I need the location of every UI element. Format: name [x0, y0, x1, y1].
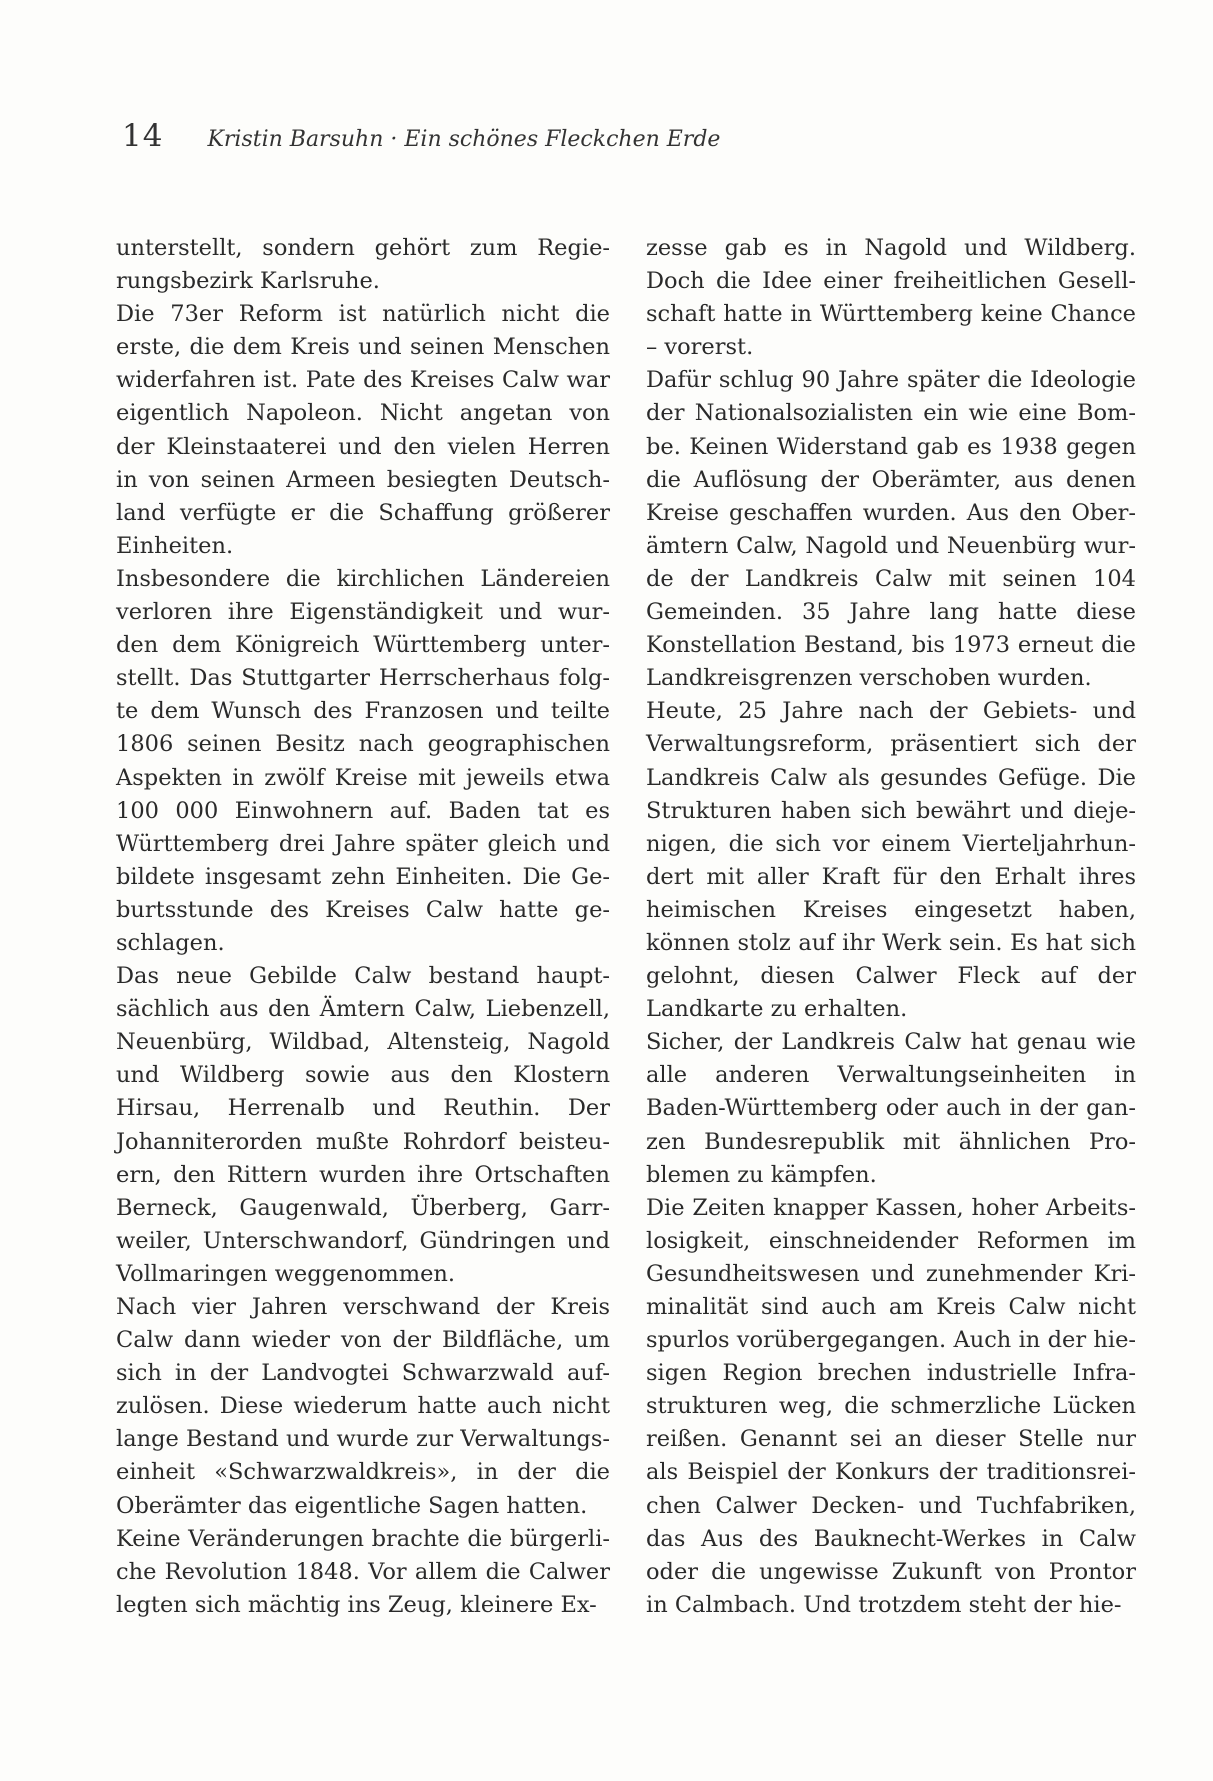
text-line: Hirsau, Herrenalb und Reuthin. Der: [116, 1095, 610, 1122]
text-line: verloren ihre Eigenständigkeit und wur-: [116, 599, 610, 626]
text-line: lange Bestand und wurde zur Verwaltungs-: [116, 1426, 610, 1453]
paragraph: [116, 960, 610, 1291]
text-line: sächlich aus den Ämtern Calw, Liebenzell,: [116, 996, 610, 1023]
text-line: können stolz auf ihr Werk sein. Es hat sich: [646, 929, 1136, 956]
text-line: ern, den Rittern wurden ihre Ortschaften: [116, 1161, 610, 1188]
text-line: sigen Region brechen industrielle Infra-: [646, 1360, 1136, 1387]
text-line: Landkarte zu erhalten.: [646, 996, 908, 1023]
page-header: [122, 118, 720, 154]
text-line: sich in der Landvogtei Schwarzwald auf-: [116, 1360, 610, 1387]
text-line: Berneck, Gaugenwald, Überberg, Garr-: [116, 1194, 610, 1221]
text-line: Die Zeiten knapper Kassen, hoher Arbeits-: [646, 1194, 1136, 1221]
paragraph: [646, 695, 1136, 1026]
text-line: Die 73er Reform ist natürlich nicht die: [116, 301, 610, 328]
text-line: Heute, 25 Jahre nach der Gebiets- und: [646, 698, 1136, 725]
text-line: alle anderen Verwaltungseinheiten in: [646, 1062, 1136, 1089]
paragraph: [116, 1291, 610, 1523]
text-line: be. Keinen Widerstand gab es 1938 gegen: [646, 433, 1136, 460]
text-line: chen Calwer Decken- und Tuchfabriken,: [646, 1492, 1136, 1519]
text-line: als Beispiel der Konkurs der traditionsrei-: [646, 1459, 1136, 1486]
text-line: der Kleinstaaterei und den vielen Herren: [116, 433, 610, 460]
text-line: te dem Wunsch des Franzosen und teilte: [116, 698, 610, 725]
text-line: minalität sind auch am Kreis Calw nicht: [646, 1294, 1136, 1320]
paragraph: [116, 1523, 610, 1622]
text-line: de der Landkreis Calw mit seinen 104: [646, 565, 1136, 592]
paragraph: [116, 563, 610, 960]
paragraph: [116, 298, 610, 563]
text-line: strukturen weg, die schmerzliche Lücken: [646, 1393, 1136, 1420]
text-line: Strukturen haben sich bewährt und dieje-: [646, 797, 1136, 824]
text-line: land verfügte er die Schaffung größerer: [116, 499, 610, 526]
text-line: 100 000 Einwohnern auf. Baden tat es: [116, 797, 610, 824]
text-line: reißen. Genannt sei an dieser Stelle nur: [646, 1426, 1136, 1453]
text-line: legten sich mächtig ins Zeug, kleinere Ex-: [116, 1591, 597, 1618]
text-line: oder die ungewisse Zukunft von Prontor: [646, 1558, 1136, 1585]
right-column: [646, 232, 1136, 1622]
text-line: das Aus des Bauknecht-Werkes in Calw: [646, 1525, 1136, 1552]
left-column: [116, 232, 610, 1622]
text-line: Landkreisgrenzen verschoben wurden.: [646, 665, 1092, 692]
text-line: rungsbezirk Karlsruhe.: [116, 268, 380, 295]
text-line: Keine Veränderungen brachte die bürgerli-: [116, 1525, 610, 1552]
text-line: dert mit aller Kraft für den Erhalt ihres: [646, 863, 1136, 890]
paragraph: [646, 232, 1136, 364]
text-line: Nach vier Jahren verschwand der Kreis: [116, 1294, 610, 1320]
text-line: bildete insgesamt zehn Einheiten. Die Ge-: [116, 863, 610, 890]
text-line: Konstellation Bestand, bis 1973 erneut die: [646, 632, 1136, 659]
text-line: Verwaltungsreform, präsentiert sich der: [646, 731, 1136, 758]
text-line: Sicher, der Landkreis Calw hat genau wie: [646, 1029, 1136, 1056]
text-line: und Wildberg sowie aus den Klostern: [116, 1062, 610, 1089]
text-line: Vollmaringen weggenommen.: [116, 1260, 456, 1287]
text-line: – vorerst.: [646, 334, 754, 361]
page-number: 14: [122, 118, 164, 154]
text-line: Gemeinden. 35 Jahre lang hatte diese: [646, 599, 1136, 626]
text-line: einheit «Schwarzwaldkreis», in der die: [116, 1459, 610, 1486]
paragraph: [116, 232, 610, 298]
text-line: Landkreis Calw als gesundes Gefüge. Die: [646, 764, 1136, 791]
text-line: schaft hatte in Württemberg keine Chance: [646, 301, 1136, 328]
text-line: losigkeit, einschneidender Reformen im: [646, 1227, 1136, 1254]
text-line: Dafür schlug 90 Jahre später die Ideologie: [646, 367, 1136, 394]
paragraph: [646, 1192, 1136, 1622]
text-line: Württemberg drei Jahre später gleich und: [116, 830, 610, 857]
text-line: Doch die Idee einer freiheitlichen Gesell-: [646, 268, 1136, 295]
paragraph: [646, 364, 1136, 695]
text-line: Insbesondere die kirchlichen Ländereien: [116, 565, 610, 592]
text-line: die Auflösung der Oberämter, aus denen: [646, 466, 1136, 493]
text-line: gelohnt, diesen Calwer Fleck auf der: [646, 963, 1136, 990]
text-line: der Nationalsozialisten ein wie eine Bom-: [646, 400, 1136, 427]
text-line: heimischen Kreises eingesetzt haben,: [646, 896, 1136, 923]
text-line: widerfahren ist. Pate des Kreises Calw war: [116, 367, 610, 394]
running-head: Kristin Barsuhn · Ein schönes Fleckchen Erde: [207, 127, 721, 152]
text-line: ämtern Calw, Nagold und Neuenbürg wur-: [646, 532, 1136, 559]
text-line: Das neue Gebilde Calw bestand haupt-: [116, 963, 610, 990]
text-line: erste, die dem Kreis und seinen Menschen: [116, 334, 610, 361]
text-line: Neuenbürg, Wildbad, Altensteig, Nagold: [116, 1029, 610, 1056]
text-line: zen Bundesrepublik mit ähnlichen Pro-: [646, 1128, 1136, 1155]
text-line: nigen, die sich vor einem Vierteljahrhun-: [646, 830, 1136, 857]
text-line: burtsstunde des Kreises Calw hatte ge-: [116, 896, 610, 923]
text-line: eigentlich Napoleon. Nicht angetan von: [116, 400, 610, 427]
text-line: Calw dann wieder von der Bildfläche, um: [116, 1327, 610, 1354]
text-line: zulösen. Diese wiederum hatte auch nicht: [116, 1393, 610, 1420]
text-line: in von seinen Armeen besiegten Deutsch-: [116, 466, 610, 493]
text-line: blemen zu kämpfen.: [646, 1161, 877, 1188]
text-line: unterstellt, sondern gehört zum Regie-: [116, 235, 610, 261]
text-line: in Calmbach. Und trotzdem steht der hie-: [646, 1591, 1122, 1618]
text-line: spurlos vorübergegangen. Auch in der hie-: [646, 1327, 1136, 1354]
text-line: Johanniterorden mußte Rohrdorf beisteu-: [116, 1128, 610, 1155]
text-line: che Revolution 1848. Vor allem die Calwer: [116, 1558, 610, 1585]
text-line: stellt. Das Stuttgarter Herrscherhaus folg-: [116, 665, 610, 692]
text-line: zesse gab es in Nagold und Wildberg.: [646, 235, 1136, 261]
text-line: schlagen.: [116, 929, 225, 956]
text-line: Baden-Württemberg oder auch in der gan-: [646, 1095, 1136, 1122]
text-line: 1806 seinen Besitz nach geographischen: [116, 731, 610, 758]
text-line: Einheiten.: [116, 532, 234, 559]
text-line: Aspekten in zwölf Kreise mit jeweils etwa: [116, 764, 610, 791]
text-line: weiler, Unterschwandorf, Gündringen und: [116, 1227, 610, 1254]
text-line: Kreise geschaffen wurden. Aus den Ober-: [646, 499, 1136, 526]
text-line: Gesundheitswesen und zunehmender Kri-: [646, 1260, 1136, 1287]
paragraph: [646, 1026, 1136, 1191]
text-line: Oberämter das eigentliche Sagen hatten.: [116, 1492, 588, 1519]
text-line: den dem Königreich Württemberg unter-: [116, 632, 610, 659]
